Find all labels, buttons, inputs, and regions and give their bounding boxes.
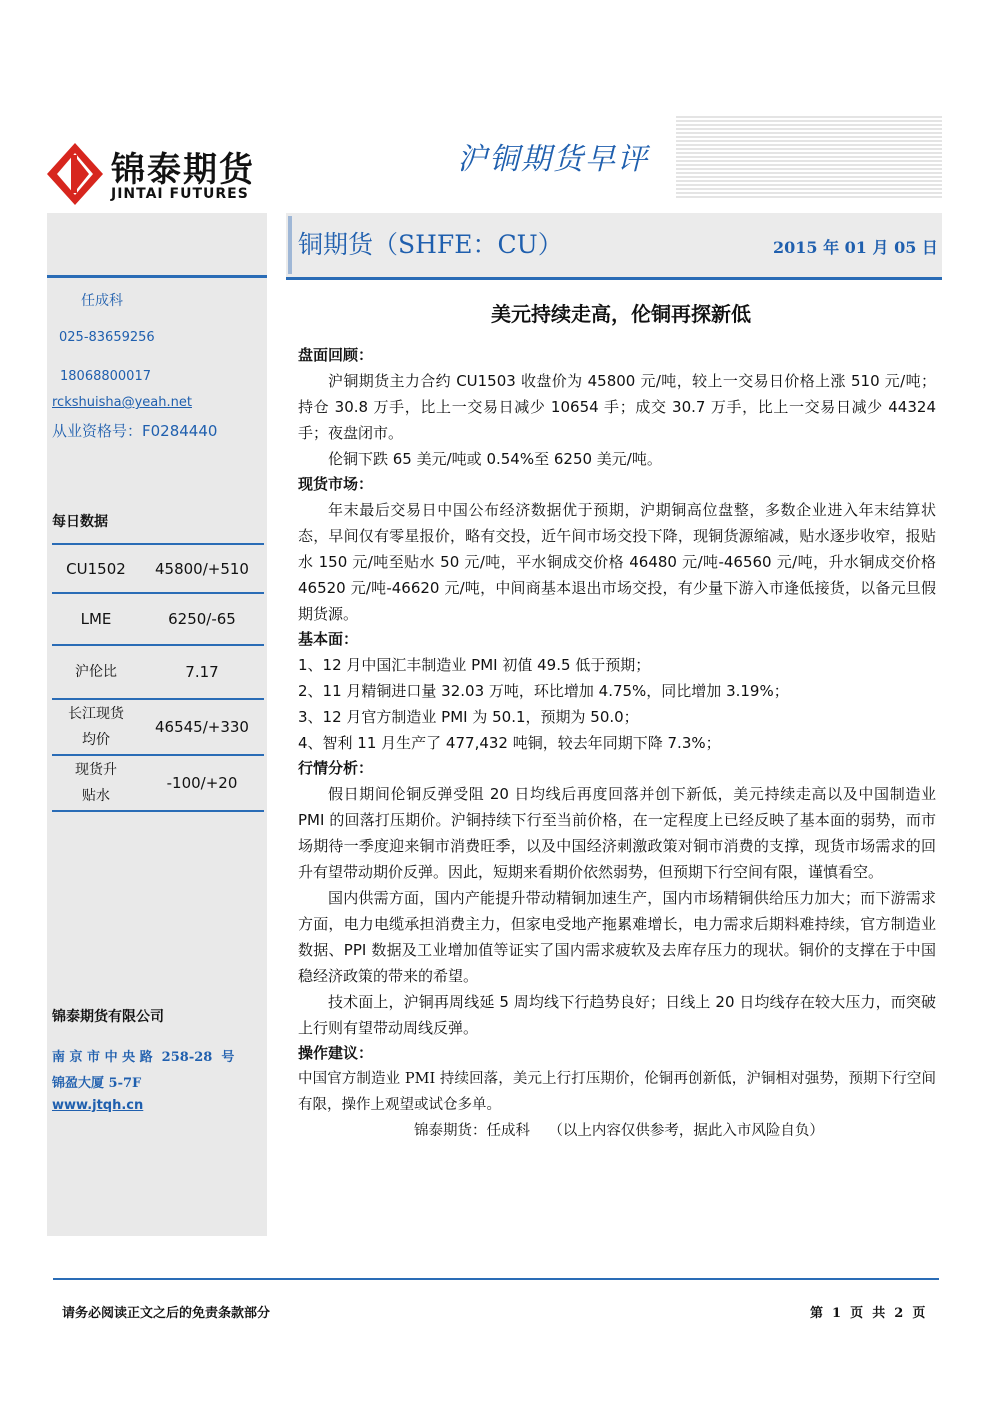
table-row xyxy=(52,698,264,754)
page-number: 第 1 页 共 2 页 xyxy=(810,1306,926,1321)
data-value: 6250/-65 xyxy=(168,610,236,628)
data-value: 46545/+330 xyxy=(155,718,249,736)
product-name: 铜期货（SHFE：CU） xyxy=(298,230,563,259)
section-title-fundamentals: 基本面： xyxy=(298,630,359,648)
report-title: 沪铜期货早评 xyxy=(457,142,649,177)
band-accent xyxy=(288,216,292,274)
author-signature: 锦泰期货：任成科 （以上内容仅供参考，据此入市风险自负） xyxy=(414,1123,824,1139)
data-label: 沪伦比 xyxy=(75,664,117,680)
review-paragraph-2: 伦铜下跌 65 美元/吨或 0.54%至 6250 美元/吨。 xyxy=(328,450,662,468)
contact-phone-2: 18068800017 xyxy=(60,369,151,384)
advice-paragraph: 中国官方制造业 PMI 持续回落，美元上行打压期价，伦铜再创新低，沪铜相对强势，预期下行空间有限，操作上观望或试仓多单。 xyxy=(298,1071,936,1113)
section-title-advice: 操作建议： xyxy=(298,1044,374,1062)
data-label: 长江现货均价 xyxy=(68,706,124,748)
company-name: 锦泰期货有限公司 xyxy=(52,1009,164,1025)
section-title-review: 盘面回顾： xyxy=(298,346,374,364)
logo-chinese-name: 锦泰期货 xyxy=(111,150,255,190)
daily-data-table xyxy=(52,543,264,812)
data-label: CU1502 xyxy=(66,559,126,578)
data-value: 45800/+510 xyxy=(155,559,249,578)
company-logo xyxy=(47,140,272,210)
analysis-paragraph-3: 技术面上，沪铜再周线延 5 周均线下行趋势良好；日线上 20 日均线存在较大压力，而突破上行则有望带动周线反弹。 xyxy=(298,993,936,1037)
data-label: LME xyxy=(80,610,112,628)
footer-divider xyxy=(53,1278,939,1280)
daily-data-title: 每日数据 xyxy=(52,514,108,530)
footer-disclaimer: 请务必阅读正文之后的免责条款部分 xyxy=(62,1306,271,1321)
analysis-paragraph-2: 国内供需方面，国内产能提升带动精铜加速生产，国内市场精铜供给压力加大；而下游需求方面，电力电缆承担消费主力，但家电受地产拖累难增长，电力需求后期料难持续，官方制造业数据、PPI 数据及工业增加值等证实了国内需求疲软及去库存压力的现状。铜价的支撑在于中国稳经济政策的带来的希望。 xyxy=(298,889,936,985)
analyst-name: 任成科 xyxy=(81,293,123,309)
review-paragraph-1: 沪铜期货主力合约 CU1503 收盘价为 45800 元/吨，较上一交易日价格上涨 510 元/吨；持仓 30.8 万手，比上一交易日减少 10654 手；成交 30.7 万手，比上一交易日减少 44324 手；夜盘闭市。 xyxy=(298,372,936,442)
data-label: 现货升贴水 xyxy=(75,762,117,804)
header-stripes-decoration xyxy=(676,116,942,200)
company-address-line-1: 南 京 市 中 央 路 258-28 号 xyxy=(52,1050,235,1065)
company-website-link[interactable]: www.jtqh.cn xyxy=(52,1098,144,1113)
company-address-line-2: 锦盈大厦 5-7F xyxy=(52,1076,142,1091)
spot-paragraph: 年末最后交易日中国公布经济数据优于预期，沪期铜高位盘整，多数企业进入年末结算状态，早间仅有零星报价，略有交投，近午间市场交投下降，现铜货源缩减，贴水逐步收窄，报贴水 150 元/吨至贴水 50 元/吨，平水铜成交价格 46480 元/吨-46560 元/吨，升水铜成交价格 46520 元/吨-46620 元/吨，中间商基本退出市场交投，有少量下游入市逢低接货，以备元旦假期货源。 xyxy=(298,501,936,623)
section-title-analysis: 行情分析： xyxy=(298,759,374,777)
report-date: 2015 年 01 月 05 日 xyxy=(773,238,938,257)
table-row xyxy=(52,644,264,698)
list-item: 1、12 月中国汇丰制造业 PMI 初值 49.5 低于预期； xyxy=(298,656,651,674)
table-row xyxy=(52,592,264,644)
article-headline: 美元持续走高，伦铜再探新低 xyxy=(491,302,751,326)
contact-email-link[interactable]: rckshuisha@yeah.net xyxy=(52,395,192,410)
band-divider xyxy=(286,277,942,280)
table-row xyxy=(52,754,264,812)
data-value: 7.17 xyxy=(185,663,219,681)
list-item: 3、12 月官方制造业 PMI 为 50.1，预期为 50.0； xyxy=(298,708,639,726)
logo-english-name: JINTAI FUTURES xyxy=(111,186,249,202)
section-title-spot: 现货市场： xyxy=(298,475,374,493)
jintai-logo-icon xyxy=(47,143,103,205)
table-row xyxy=(52,543,264,592)
list-item: 2、11 月精铜进口量 32.03 万吨，环比增加 4.75%，同比增加 3.19%； xyxy=(298,682,789,700)
list-item: 4、智利 11 月生产了 477,432 吨铜，较去年同期下降 7.3%； xyxy=(298,734,721,752)
license-number: 从业资格号：F0284440 xyxy=(52,422,218,440)
sidebar-divider xyxy=(47,275,267,278)
article-body xyxy=(298,343,936,1144)
contact-phone-1: 025-83659256 xyxy=(59,330,155,345)
analysis-paragraph-1: 假日期间伦铜反弹受阻 20 日均线后再度回落并创下新低，美元持续走高以及中国制造业 PMI 的回落打压期价。沪铜持续下行至当前价格，在一定程度上已经反映了基本面的弱势，而市场期待一季度迎来铜市消费旺季，以及中国经济刺激政策对铜市消费的支撑，现货市场需求的回升有望带动期价反弹。因此，短期来看期价依然弱势，但预期下行空间有限，谨慎看空。 xyxy=(298,785,936,881)
data-value: -100/+20 xyxy=(166,774,238,792)
